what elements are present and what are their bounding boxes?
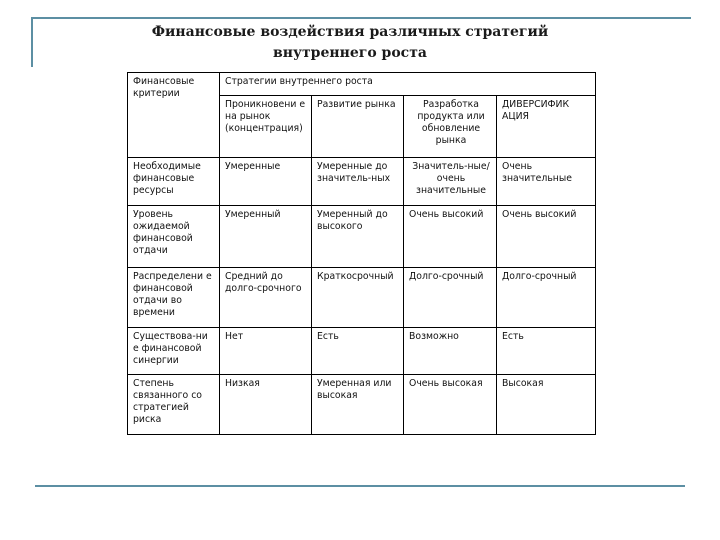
criterion-cell: Существова-ни е финансовой синергии: [128, 328, 220, 375]
table-row: [128, 158, 596, 206]
frame-left-line: [31, 17, 33, 67]
table-row: [128, 328, 596, 375]
criterion-cell: Степень связанного со стратегией риска: [128, 375, 220, 435]
group-header-cell: Стратегии внутреннего роста: [220, 73, 596, 96]
value-cell: Очень высокая: [404, 375, 497, 435]
column-header: Разработка продукта или обновление рынка: [404, 96, 497, 158]
slide-title: [130, 22, 570, 64]
column-header: ДИВЕРСИФИК АЦИЯ: [497, 96, 596, 158]
value-cell: Долго-срочный: [497, 268, 596, 328]
criteria-header-cell: Финансовые критерии: [128, 73, 220, 158]
value-cell: Средний до долго-срочного: [220, 268, 312, 328]
value-cell: Умеренный: [220, 206, 312, 268]
value-cell: Нет: [220, 328, 312, 375]
value-cell: Очень высокий: [404, 206, 497, 268]
value-cell: Умеренный до высокого: [312, 206, 404, 268]
table-header-row: [128, 73, 596, 96]
value-cell: Высокая: [497, 375, 596, 435]
value-cell: Очень значительные: [497, 158, 596, 206]
slide-title-line-2: внутреннего роста: [273, 45, 427, 61]
criterion-cell: Распределени е финансовой отдачи во времени: [128, 268, 220, 328]
value-cell: Низкая: [220, 375, 312, 435]
value-cell: Краткосрочный: [312, 268, 404, 328]
value-cell: Возможно: [404, 328, 497, 375]
value-cell: Очень высокий: [497, 206, 596, 268]
frame-top-line: [31, 17, 691, 19]
table-row: [128, 268, 596, 328]
value-cell: Есть: [312, 328, 404, 375]
table-row: [128, 375, 596, 435]
column-header: Проникновени е на рынок (концентрация): [220, 96, 312, 158]
value-cell: Значитель-ные/ очень значительные: [404, 158, 497, 206]
criterion-cell: Необходимые финансовые ресурсы: [128, 158, 220, 206]
slide-title-line-1: Финансовые воздействия различных стратегий: [151, 24, 549, 40]
column-header: Развитие рынка: [312, 96, 404, 158]
value-cell: Умеренные: [220, 158, 312, 206]
frame-bottom-line: [35, 485, 685, 487]
strategies-table: [127, 72, 596, 435]
value-cell: Долго-срочный: [404, 268, 497, 328]
criterion-cell: Уровень ожидаемой финансовой отдачи: [128, 206, 220, 268]
table-row: [128, 206, 596, 268]
value-cell: Умеренные до значитель-ных: [312, 158, 404, 206]
value-cell: Умеренная или высокая: [312, 375, 404, 435]
value-cell: Есть: [497, 328, 596, 375]
